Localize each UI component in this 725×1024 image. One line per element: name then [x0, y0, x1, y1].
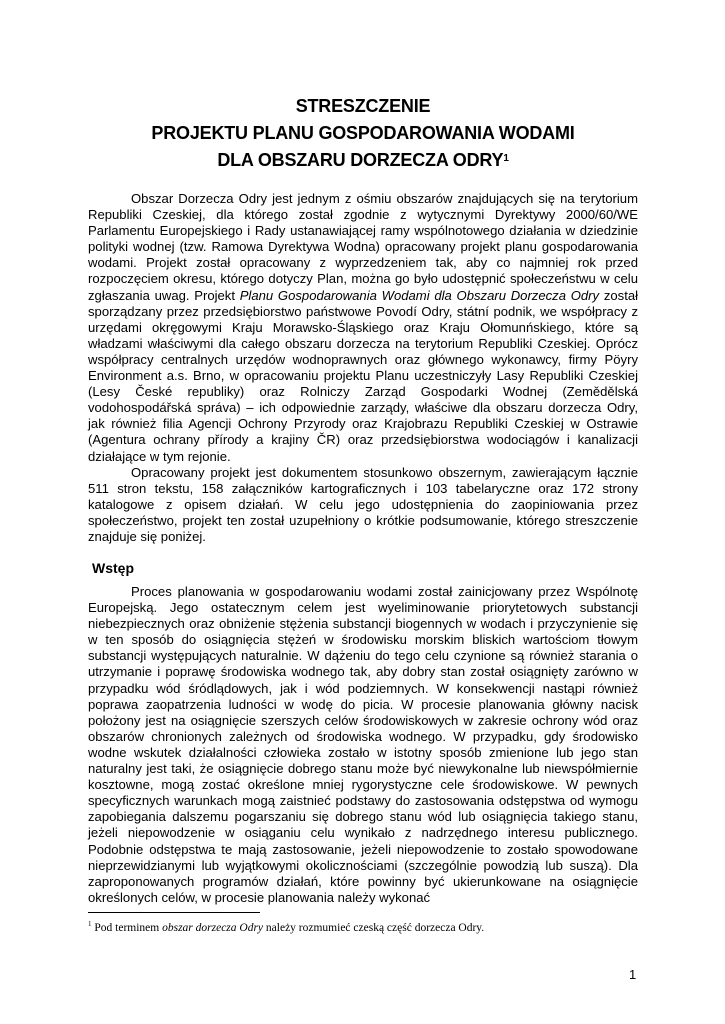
footnote-text-a: Pod terminem — [94, 921, 160, 934]
title-line-2: PROJEKTU PLANU GOSPODAROWANIA WODAMI — [151, 123, 575, 143]
title-line-3 — [88, 147, 638, 174]
footnote-italic: obszar dorzecza Odry — [162, 921, 264, 934]
intro-p1-text-b: został sporządzany przez przedsiębiorstwo państwowe Povodí Odry, státní podnik, we współpracy z urzędami okręgowymi Kraju Morawsko-Śląskiego oraz Kraju Ołomunńskiego, które są władzami właściwymi dla całego obszaru dorzecza na terytorium Republiki Czeskiej. Oprócz współpracy centralnych urzędów wodnoprawnych oraz głównego wykonawcy, firmy Pöyry Environment a.s. Brno, w opracowaniu projektu Planu uczestniczyły Lasy Republiki Czeskiej (Lesy České republiky) oraz Rolniczy Zarząd Gospodarki Wodnej (Zemědělská vodohospodářská správa) – ich odpowiednie zarządy, właściwe dla obszaru dorzecza Odry, jak również filia Agencji Ochrony Przyrody oraz Krajobrazu Republiki Czeskiej w Ostrawie (Agentura ochrany přírody a krajiny ČR) oraz przedsiębiorstwa wodociągów i kanalizacji działające w tym rejonie. — [88, 287, 639, 464]
intro-paragraph-2: Opracowany projekt jest dokumentem stosunkowo obszernym, zawierającym łącznie 511 stron tekstu, 158 załączników kartograficznych i 103 tabelaryczne oraz 172 strony katalogowe z opisem działań. W celu jego udostępnienia do zaopiniowania przez społeczeństwo, projekt ten został uzupełniony o krótkie podsumowanie, którego streszczenie znajduje się poniżej. — [88, 464, 638, 544]
intro-paragraph-1 — [88, 191, 638, 465]
footnote-mark: 1 — [88, 920, 92, 928]
footnote-separator — [88, 912, 260, 913]
wstep-paragraph-1: Proces planowania w gospodarowaniu wodami został zainicjowany przez Wspólnotę Europejską. Jego ostatecznym celem jest wyeliminowanie priorytetowych substancji niebezpiecznych oraz obniżenie stężenia substancji biogennych w wodach i przyczynienie się w ten sposób do osiągnięcia stężeń w środowisku morskim bliskich wartościom tłowym substancji występujących naturalnie. W dążeniu do tego celu czynione są również starania o utrzymanie i poprawę środowiska wodnego tak, aby dobry stan został osiągnięty zarówno w przypadku wód śródlądowych, jak i wód podziemnych. W konsekwencji nastąpi również poprawa zaopatrzenia ludności w wodę do picia. W procesie planowania główny nacisk położony jest na osiągnięcie szerszych celów środowiskowych w zakresie ochrony wód oraz obszarów chronionych zależnych od środowiska wodnego. W przypadku, gdy środowisko wodne wskutek działalności człowieka zostało w istotny sposób zmienione lub jego stan naturalny jest taki, że osiągnięcie dobrego stanu może być niewykonalne lub niewspółmiernie kosztowne, mogą zostać określone mniej rygorystyczne cele środowiskowe. W pewnych specyficznych warunkach mogą zaistnieć podstawy do zastosowania odstępstwa od wymogu zapobiegania dalszemu pogarszaniu się dobrego stanu wód lub osiągnięcia takiego stanu, jeżeli niepowodzenie w osiąganiu celu wynikało z nadrzędnego interesu publicznego. Podobnie odstępstwa te mają zastosowanie, jeżeli niepowodzenie to zostało spowodowane nieprzewidzianymi lub wyjątkowymi okolicznościami (szczególnie powodzią lub suszą). Dla zaproponowanych programów działań, które powinny być ukierunkowane na osiągnięcie określonych celów, w procesie planowania należy wykonać — [88, 584, 638, 905]
title-line-1: STRESZCZENIE — [295, 96, 431, 116]
section-heading: Wstęp — [92, 560, 134, 576]
footnote — [88, 920, 648, 934]
document-title — [88, 93, 638, 174]
intro-section — [88, 191, 638, 545]
intro-p1-text-a: Obszar Dorzecza Odry jest jednym z ośmiu obszarów znajdujących się na terytorium Republiki Czeskiej, dla którego został zgodnie z wytycznymi Dyrektywy 2000/60/WE Parlamentu Europejskiego i Rady ustanawiającej ramy wspólnotowego działania w dziedzinie polityki wodnej (tzw. Ramowa Dyrektywa Wodna) opracowany projekt planu gospodarowania wodami. Projekt został opracowany z wyprzedzeniem tak, aby co najmniej rok przed rozpoczęciem okresu, którego dotyczy Plan, można go było udostępnić społeczeństwu w celu zgłaszania uwag. Projekt — [88, 191, 638, 303]
title-line-3-text: DLA OBSZARU DORZECZA ODRY — [217, 150, 504, 170]
footnote-reference[interactable]: 1 — [503, 153, 509, 164]
footnote-text-b: należy rozmumieć czeską część dorzecza Odry. — [265, 921, 485, 934]
page-number: 1 — [629, 967, 637, 982]
plan-title-italic: Planu Gospodarowania Wodami dla Obszaru Dorzecza Odry — [239, 287, 600, 303]
wstep-section — [88, 584, 638, 906]
